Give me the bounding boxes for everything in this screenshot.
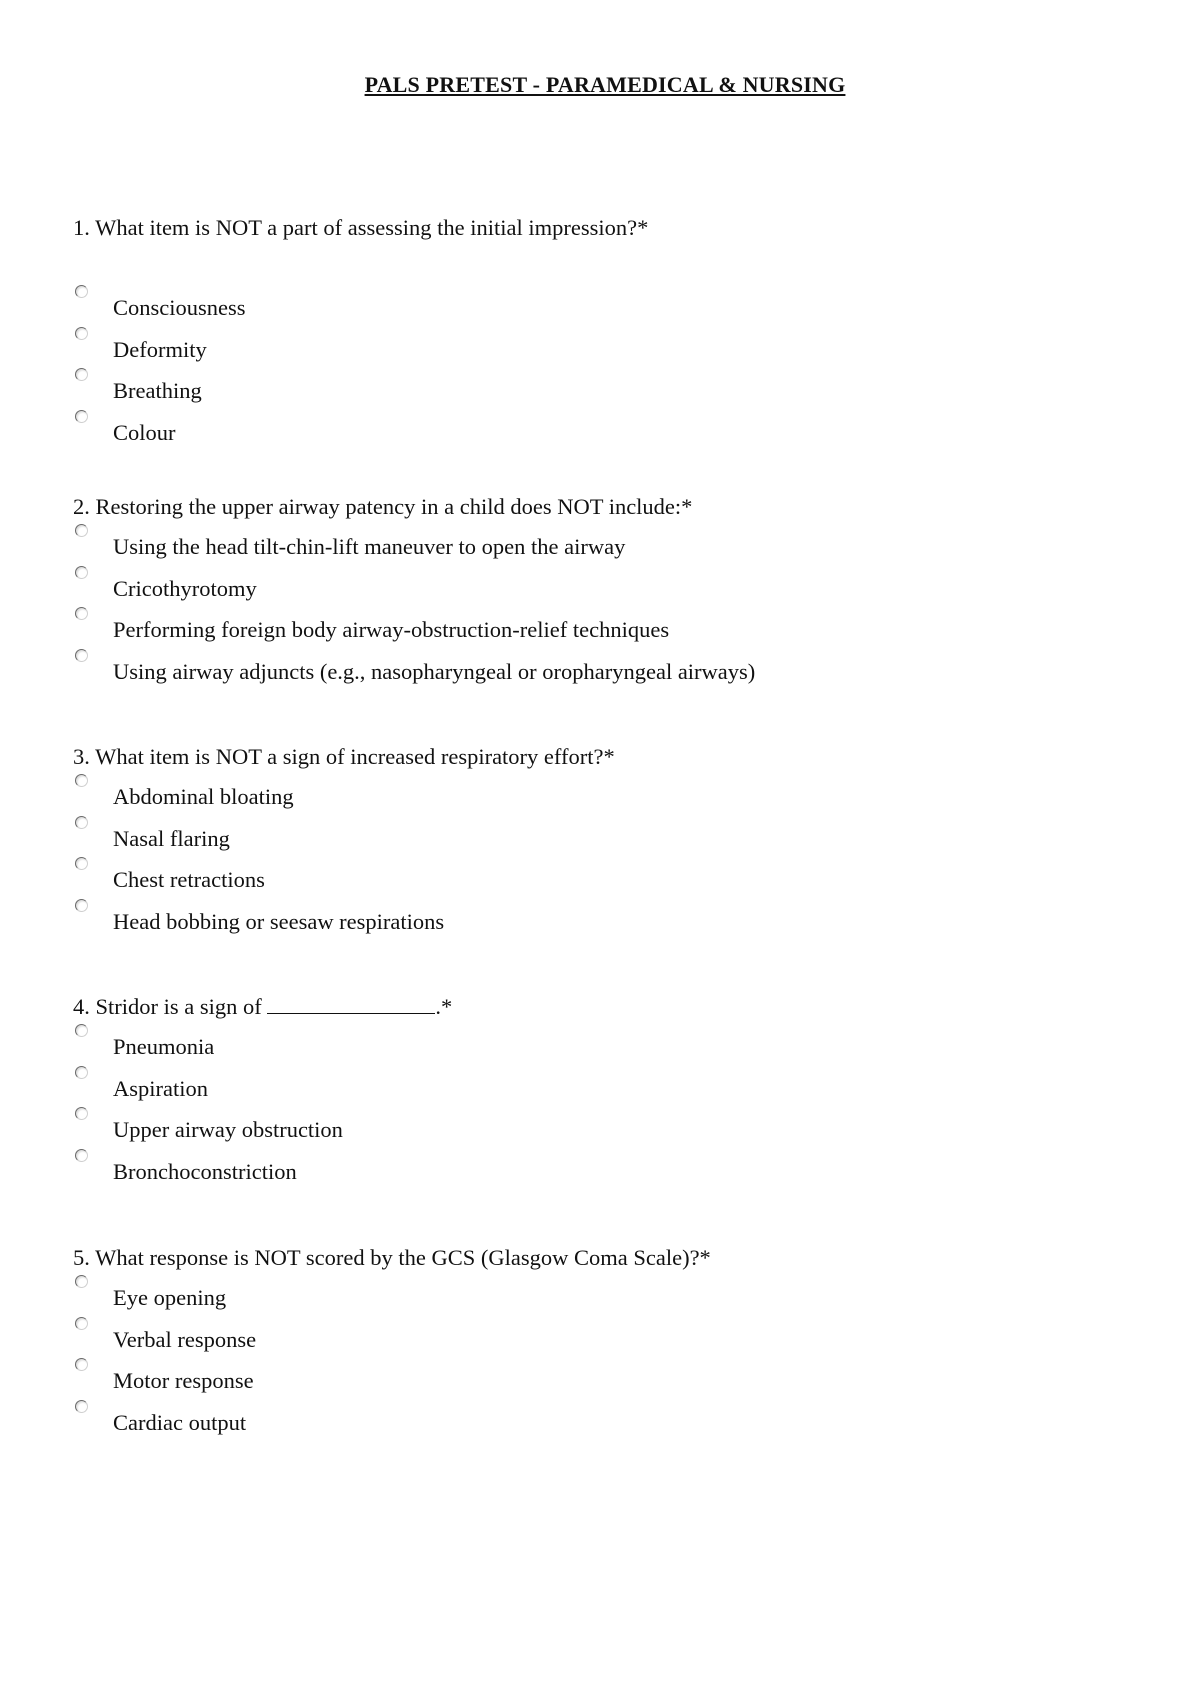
- option-label: Cricothyrotomy: [113, 575, 257, 601]
- radio-button[interactable]: [75, 649, 88, 662]
- option-bronchoconstriction[interactable]: [73, 1146, 1153, 1188]
- question-text: 2 . Restoring the upper airway patency in a child does NOT include:*: [73, 493, 1153, 521]
- option-colour[interactable]: [73, 407, 1153, 449]
- option-cardiac-output[interactable]: [73, 1397, 1153, 1439]
- question-1: [73, 214, 1153, 448]
- option-abdominal-bloating[interactable]: [73, 771, 1153, 813]
- question-5: [73, 1244, 1153, 1438]
- option-breathing[interactable]: [73, 365, 1153, 407]
- radio-button[interactable]: [75, 285, 88, 298]
- option-airway-adjuncts[interactable]: [73, 646, 1153, 688]
- option-label: Deformity: [113, 336, 207, 362]
- option-label: Bronchoconstriction: [113, 1158, 297, 1184]
- options-list: [73, 1272, 1153, 1438]
- question-text: 3 . What item is NOT a sign of increased respiratory effort?*: [73, 743, 1153, 771]
- question-text: 5 . What response is NOT scored by the GCS (Glasgow Coma Scale)?*: [73, 1244, 1153, 1272]
- question-4: [73, 993, 1153, 1187]
- option-pneumonia[interactable]: [73, 1021, 1153, 1063]
- option-label: Verbal response: [113, 1326, 257, 1352]
- option-label: Colour: [113, 419, 176, 445]
- option-label: Nasal flaring: [113, 825, 230, 851]
- option-label: Using airway adjuncts (e.g., nasopharyngeal or oropharyngeal airways): [113, 658, 756, 684]
- option-label: Consciousness: [113, 295, 246, 320]
- option-label: Motor response: [113, 1368, 254, 1393]
- option-label: Head bobbing or seesaw respirations: [113, 908, 445, 934]
- option-foreign-body[interactable]: [73, 604, 1153, 646]
- option-label: Upper airway obstruction: [113, 1117, 343, 1142]
- fill-in-blank: [267, 993, 435, 1014]
- radio-button[interactable]: [75, 1400, 88, 1413]
- option-consciousness[interactable]: [73, 282, 1153, 324]
- options-list: [73, 771, 1153, 937]
- option-cricothyrotomy[interactable]: [73, 563, 1153, 605]
- radio-button[interactable]: [75, 410, 88, 423]
- option-eye-opening[interactable]: [73, 1272, 1153, 1314]
- option-label: Performing foreign body airway-obstruction-relief techniques: [113, 617, 670, 642]
- options-list: [73, 521, 1153, 687]
- option-label: Cardiac output: [113, 1409, 247, 1435]
- option-aspiration[interactable]: [73, 1063, 1153, 1105]
- page-title: PALS PRETEST - PARAMEDICAL & NURSING: [364, 72, 846, 97]
- option-head-tilt[interactable]: [73, 521, 1153, 563]
- question-text: 1 . What item is NOT a part of assessing the initial impression?*: [73, 214, 1153, 242]
- option-label: Chest retractions: [113, 867, 265, 892]
- question-text: 4 . Stridor is a sign of .*: [73, 993, 1153, 1021]
- options-list: [73, 282, 1153, 448]
- radio-button[interactable]: [75, 899, 88, 912]
- question-2: [73, 493, 1153, 687]
- question-number: 1 .: [73, 215, 95, 240]
- radio-button[interactable]: [75, 1275, 88, 1288]
- option-label: Using the head tilt-chin-lift maneuver to open the airway: [113, 534, 626, 559]
- option-upper-airway-obstruction[interactable]: [73, 1104, 1153, 1146]
- radio-button[interactable]: [75, 607, 88, 620]
- option-label: Abdominal bloating: [113, 784, 294, 809]
- option-head-bobbing[interactable]: [73, 896, 1153, 938]
- option-chest-retractions[interactable]: [73, 854, 1153, 896]
- option-label: Aspiration: [113, 1075, 208, 1101]
- question-number: 2 .: [73, 494, 96, 519]
- radio-button[interactable]: [75, 1107, 88, 1120]
- radio-button[interactable]: [75, 857, 88, 870]
- question-3: [73, 743, 1153, 937]
- radio-button[interactable]: [75, 368, 88, 381]
- radio-button[interactable]: [75, 1066, 88, 1079]
- option-label: Pneumonia: [113, 1034, 215, 1059]
- radio-button[interactable]: [75, 774, 88, 787]
- radio-button[interactable]: [75, 1317, 88, 1330]
- options-list: [73, 1021, 1153, 1187]
- question-number: 5 .: [73, 1245, 95, 1270]
- option-verbal-response[interactable]: [73, 1314, 1153, 1356]
- radio-button[interactable]: [75, 327, 88, 340]
- radio-button[interactable]: [75, 566, 88, 579]
- radio-button[interactable]: [75, 1024, 88, 1037]
- option-motor-response[interactable]: [73, 1355, 1153, 1397]
- radio-button[interactable]: [75, 1149, 88, 1162]
- option-deformity[interactable]: [73, 324, 1153, 366]
- radio-button[interactable]: [75, 524, 88, 537]
- question-number: 3 .: [73, 744, 95, 769]
- option-label: Breathing: [113, 378, 202, 403]
- option-label: Eye opening: [113, 1285, 227, 1310]
- option-nasal-flaring[interactable]: [73, 813, 1153, 855]
- question-number: 4 .: [73, 994, 96, 1019]
- radio-button[interactable]: [75, 816, 88, 829]
- radio-button[interactable]: [75, 1358, 88, 1371]
